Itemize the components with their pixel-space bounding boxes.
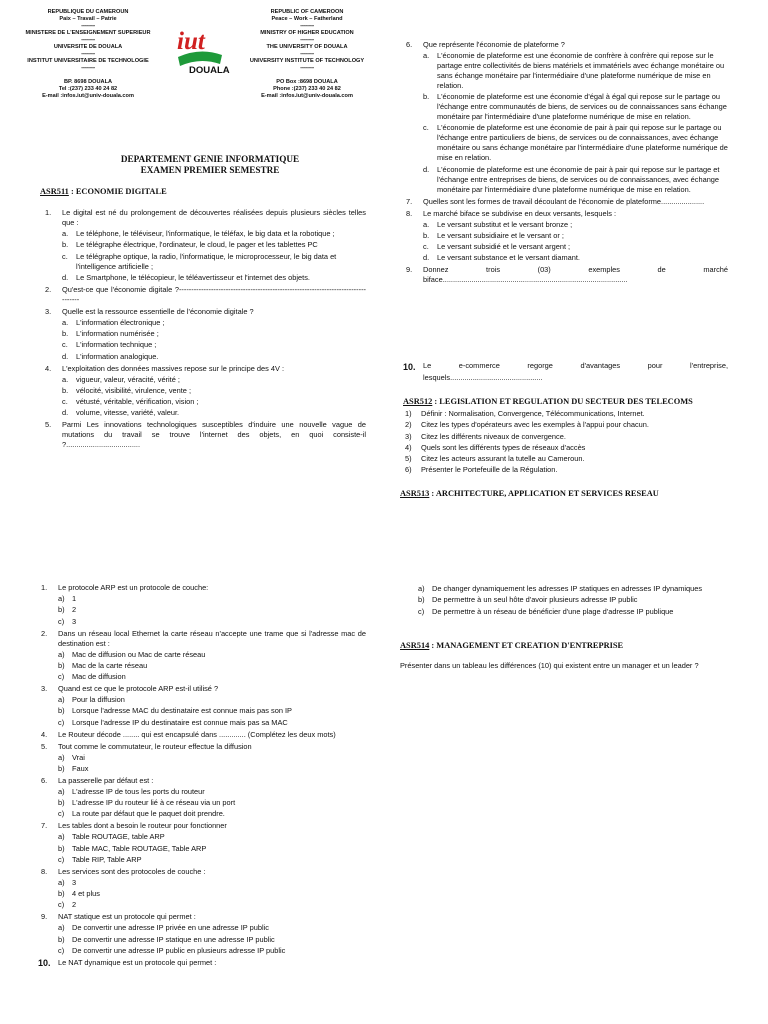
asr512-item (405, 409, 730, 419)
header-line: ---------- (81, 36, 95, 43)
option-item (58, 753, 366, 763)
option-text: Pour la diffusion (72, 695, 125, 705)
option-item (423, 242, 728, 252)
question-number: 4. (41, 729, 48, 739)
option-item (58, 889, 366, 899)
option-text: 3 (72, 877, 77, 887)
header-line: ---------- (300, 22, 314, 29)
question-item (38, 776, 366, 820)
option-letter: c. (62, 397, 68, 407)
question-text: Dans un réseau local Ethernet la carte réseau n'accepte une trame que si l'adresse mac de destination est : (58, 628, 366, 648)
section-code: ASR514 (400, 641, 430, 650)
header-line: ---------- (300, 64, 314, 71)
asr511-questions-continued (403, 40, 728, 287)
option-text: Le versant subsidié et le versant argent ; (437, 242, 571, 252)
option-item (58, 935, 366, 945)
question-item (38, 629, 366, 683)
option-text: 2 (72, 900, 77, 910)
option-text: De permettre à un seul hôte d'avoir plusieurs adresse IP public (432, 595, 638, 605)
item-text: Quels sont les différents types de réseaux d'accès (421, 442, 586, 452)
option-letter: d. (62, 351, 69, 361)
option-item (58, 718, 366, 728)
question-item (403, 40, 728, 195)
question-text: Le e-commerce regorge d'avantages pour l'entreprise, (423, 361, 728, 370)
option-item (423, 253, 728, 263)
question-item (38, 684, 366, 728)
option-text: volume, vitesse, variété, valeur. (76, 408, 180, 418)
department-name: DEPARTEMENT GENIE INFORMATIQUE (120, 154, 300, 164)
iut-douala-logo (170, 17, 230, 75)
header-line: Paix – Travail – Patrie (59, 15, 117, 22)
nat-dynamic-options (418, 584, 728, 618)
option-list (58, 787, 366, 820)
option-text: Le versant substance et le versant diamant. (437, 253, 580, 263)
header-line: ---------- (81, 64, 95, 71)
header-line: MINISTERE DE L'ENSEIGNEMENT SUPERIEUR (25, 29, 151, 36)
option-text: Lorsque l'adresse MAC du destinataire est connue mais pas son IP (72, 706, 292, 716)
option-letter: a. (62, 374, 69, 384)
item-number: 4) (405, 442, 412, 452)
item-number: 1) (405, 409, 412, 418)
item-text: Définir : Normalisation, Convergence, Télécommunications, Internet. (421, 409, 645, 418)
question-number: 1. (41, 583, 48, 592)
section-code: ASR512 (403, 397, 433, 406)
question-number: 5. (41, 741, 48, 751)
header-line: E-mail :infos.iut@univ-douala.com (42, 92, 134, 99)
question-10 (403, 361, 728, 383)
option-text: Le Smartphone, le télécopieur, le téléavertisseur et l'internet des objets. (76, 272, 310, 282)
section-title: : ECONOMIE DIGITALE (68, 187, 167, 196)
logo-douala-text: DOUALA (189, 65, 230, 75)
question-text: Donnez trois (03) exemples de marché biface.......................................................................................... (423, 265, 728, 285)
option-letter: a) (58, 649, 65, 659)
option-item (58, 650, 366, 660)
option-item (423, 231, 728, 241)
option-text: L'information électronique ; (76, 317, 165, 327)
header-line: REPUBLIC OF CAMEROON (270, 9, 344, 15)
option-letter: a. (423, 219, 430, 229)
question-number: 10. (403, 362, 416, 372)
question-item (38, 742, 366, 774)
header-line: E-mail :infos.iut@univ-douala.com (261, 92, 353, 99)
option-text: L'économie de plateforme est une économie de pair à pair qui repose sur le partage et l'échange entre entreprises de biens, de services ou de connaissances, avec échange monétaire par l'intermédiaire d'une plateforme numérique de mise en relation. (437, 164, 720, 194)
option-item (58, 764, 366, 774)
asr512-questions (405, 409, 730, 477)
option-item (423, 92, 728, 122)
option-list (58, 695, 366, 728)
asr512-item (405, 443, 730, 453)
option-item (58, 809, 366, 819)
section-asr512-heading (403, 396, 693, 407)
option-item (58, 695, 366, 705)
option-text: 4 et plus (72, 889, 100, 899)
question-item (42, 285, 366, 305)
option-text: vélocité, visibilité, virulence, vente ; (76, 385, 192, 395)
option-item (418, 584, 728, 594)
option-letter: b. (62, 240, 69, 250)
header-line: MINISTRY OF HIGHER EDUCATION (260, 29, 354, 36)
option-text: De permettre à un réseau de bénéficier d'une plage d'adresse IP publique (432, 606, 674, 616)
item-number: 3) (405, 431, 412, 441)
question-text: Tout comme le commutateur, le routeur effectue la diffusion (58, 741, 252, 751)
option-list (58, 832, 366, 865)
option-text: vigueur, valeur, véracité, vérité ; (76, 374, 180, 384)
option-text: Mac de diffusion ou Mac de carte réseau (72, 649, 206, 659)
option-text: Le téléphone, le téléviseur, l'informatique, le téléfax, le big data et la robotique ; (76, 228, 335, 238)
section-code: ASR511 (40, 187, 69, 196)
asr514-question: Présenter dans un tableau les différences (10) qui existent entre un manager et un leader ? (400, 661, 699, 670)
option-list (423, 51, 728, 195)
option-letter: b) (418, 595, 425, 605)
section-code: ASR513 (400, 489, 430, 498)
header-line (14, 72, 162, 79)
option-item (62, 240, 366, 250)
option-item (58, 923, 366, 933)
question-text: Les services sont des protocoles de couche : (58, 866, 206, 876)
option-letter: a. (62, 317, 69, 327)
header-left (14, 9, 162, 100)
exam-title: EXAMEN PREMIER SEMESTRE (140, 165, 280, 176)
option-text: L'adresse IP du routeur lié à ce réseau via un port (72, 798, 236, 808)
asr511-questions (42, 208, 366, 452)
option-text: L'adresse IP de tous les ports du routeur (72, 786, 205, 796)
option-letter: a. (423, 50, 430, 60)
header-right (231, 9, 383, 100)
header-line: Peace – Work – Fatherland (271, 15, 343, 22)
option-text: De convertir une adresse IP statique en une adresse IP public (72, 934, 275, 944)
item-text: Citez les acteurs assurant la tutelle au Cameroun. (421, 454, 585, 464)
option-item (62, 252, 366, 272)
question-item (42, 364, 366, 419)
section-asr513-heading (400, 488, 659, 499)
item-number: 6) (405, 465, 412, 475)
option-letter: b) (58, 660, 65, 670)
option-item (62, 318, 366, 328)
section-title: : MANAGEMENT ET CREATION D'ENTREPRISE (429, 641, 624, 650)
option-letter: c. (62, 340, 68, 350)
question-item (38, 821, 366, 865)
question-text: Le Routeur décode ........ qui est encapsulé dans ............. (Complétez les deux mots) (58, 729, 336, 739)
question-number: 5. (45, 420, 52, 430)
option-text: Le versant subsidiaire et le versant or ; (437, 230, 564, 240)
question-number: 10. (38, 957, 51, 968)
header-line (231, 72, 383, 79)
option-item (58, 672, 366, 682)
question-item (42, 420, 366, 450)
asr512-item (405, 465, 730, 475)
option-letter: b) (58, 706, 65, 716)
option-text: De convertir une adresse IP privée en une adresse IP public (72, 923, 269, 933)
option-letter: d. (62, 272, 69, 282)
option-letter: a) (58, 923, 65, 933)
option-text: L'information analogique. (76, 351, 159, 361)
option-text: 2 (72, 605, 77, 615)
option-letter: b. (62, 385, 69, 395)
header-line: ---------- (300, 36, 314, 43)
option-letter: a) (58, 752, 65, 762)
question-number: 1. (45, 208, 52, 217)
header-line: INSTITUT UNIVERSITAIRE DE TECHNOLOGIE (27, 57, 149, 64)
option-item (58, 832, 366, 842)
question-text: La passerelle par défaut est : (58, 775, 154, 785)
option-letter: b. (423, 92, 430, 102)
option-letter: c. (423, 242, 429, 252)
option-item (58, 798, 366, 808)
option-list (58, 753, 366, 774)
option-list (423, 220, 728, 264)
option-list (62, 318, 366, 362)
option-item (423, 220, 728, 230)
header-line: ---------- (81, 50, 95, 57)
option-list (62, 375, 366, 419)
option-letter: c) (418, 606, 425, 616)
question-number: 7. (41, 821, 48, 831)
option-text: La route par défaut que le paquet doit prendre. (72, 809, 225, 819)
option-text: Mac de diffusion (72, 672, 126, 682)
option-letter: a) (58, 786, 65, 796)
question-text: Le marché biface se subdivise en deux versants, lesquels : (423, 208, 617, 218)
question-item (38, 583, 366, 627)
option-letter: d. (423, 253, 430, 263)
question-number: 8. (406, 208, 413, 218)
option-item (58, 661, 366, 671)
question-number: 3. (45, 306, 52, 316)
question-number: 6. (406, 40, 413, 49)
question-number: 2. (45, 284, 52, 294)
option-list (58, 650, 366, 683)
option-item (418, 595, 728, 605)
option-letter: c) (58, 616, 65, 626)
question-text: NAT statique est un protocole qui permet : (58, 912, 196, 922)
asr513-questions (38, 583, 366, 970)
question-item (42, 208, 366, 283)
option-text: Le versant substitut et le versant bronze ; (437, 219, 573, 229)
asr512-item (405, 420, 730, 430)
option-item (58, 617, 366, 627)
question-text: Les tables dont a besoin le routeur pour fonctionner (58, 821, 227, 831)
option-text: Vrai (72, 752, 85, 762)
item-number: 2) (405, 420, 412, 430)
option-letter: d. (423, 164, 430, 174)
asr512-item (405, 432, 730, 442)
department-title (100, 154, 320, 176)
question-text: Quand est ce que le protocole ARP est-il utilisé ? (58, 684, 219, 694)
option-letter: b) (58, 605, 65, 615)
question-item (38, 730, 366, 740)
question-item (42, 307, 366, 362)
question-item (38, 958, 366, 968)
option-item (58, 900, 366, 910)
option-text: vétusté, véritable, vérification, vision ; (76, 397, 199, 407)
header-line: THE UNIVERSITY OF DOUALA (266, 43, 348, 50)
question-text: Quelle est la ressource essentielle de l'économie digitale ? (62, 306, 254, 316)
option-letter: c) (58, 900, 65, 910)
header-line: REPUBLIQUE DU CAMEROUN (47, 9, 129, 15)
question-number: 3. (41, 684, 48, 694)
option-text: Le télégraphe électrique, l'ordinateur, le cloud, le pager et les tablettes PC (76, 240, 318, 250)
question-item (403, 265, 728, 285)
option-item (58, 605, 366, 615)
option-list (58, 923, 366, 956)
option-text: De convertir une adresse IP public en plusieurs adresse IP public (72, 945, 286, 955)
option-letter: c. (423, 123, 429, 133)
question-text: Que représente l'économie de plateforme ? (423, 40, 565, 49)
option-text: Table MAC, Table ROUTAGE, Table ARP (72, 843, 207, 853)
option-text: 1 (72, 593, 77, 603)
option-text: Lorsque l'adresse IP du destinataire est connue mais pas sa MAC (72, 717, 288, 727)
option-item (58, 844, 366, 854)
option-letter: b) (58, 934, 65, 944)
section-asr511-heading (40, 186, 167, 197)
option-letter: c) (58, 945, 65, 955)
question-item (403, 197, 728, 207)
header-line: Phone :(237) 233 40 24 82 (273, 85, 341, 92)
option-letter: c) (58, 809, 65, 819)
option-item (62, 229, 366, 239)
question-item (403, 209, 728, 264)
option-item (62, 397, 366, 407)
question-item (38, 912, 366, 956)
question-number: 8. (41, 866, 48, 876)
question-text: Le NAT dynamique est un protocole qui permet : (58, 957, 217, 967)
option-letter: d. (62, 408, 69, 418)
option-list (62, 229, 366, 283)
option-text: De changer dynamiquement les adresses IP statiques en adresses IP dynamiques (432, 584, 703, 593)
asr512-item (405, 454, 730, 464)
option-letter: b) (58, 798, 65, 808)
option-text: Le télégraphe optique, la radio, l'informatique, le microprocesseur, le big data et l'intelligence artificielle ; (76, 251, 337, 271)
question-number: 6. (41, 775, 48, 785)
option-letter: a. (62, 228, 69, 238)
item-number: 5) (405, 454, 412, 464)
option-item (62, 273, 366, 283)
option-letter: b) (58, 843, 65, 853)
option-item (58, 787, 366, 797)
header-line: UNIVERSITY INSTITUTE OF TECHNOLOGY (249, 57, 365, 64)
question-text: Qu'est-ce que l'économie digitale ?----------------------------------------------------------------------------------- (62, 284, 366, 304)
section-title: : ARCHITECTURE, APPLICATION ET SERVICES RESEAU (429, 489, 659, 498)
option-text: Faux (72, 763, 89, 773)
option-item (62, 408, 366, 418)
header-line: ---------- (81, 22, 95, 29)
option-letter: c) (58, 717, 65, 727)
option-item (58, 878, 366, 888)
option-letter: b) (58, 763, 65, 773)
option-text: L'économie de plateforme est une économie de confrère à confrère qui repose sur le partage entre collectivités de biens matériels et immatériels avec échange monétaire ou sans échange monétaire par l'intermédiaire d'une plateforme numérique de mise en relation. (437, 50, 725, 90)
question-text: Le digital est né du prolongement de découvertes réalisées depuis plusieurs siècles telles que : (62, 208, 366, 227)
header-line: ---------- (300, 50, 314, 57)
item-text: Présenter le Portefeuille de la Régulation. (421, 465, 558, 475)
option-item (423, 51, 728, 91)
option-item (62, 340, 366, 350)
option-letter: a) (58, 593, 65, 603)
question-text: Quelles sont les formes de travail découlant de l'économie de plateforme..................... (423, 196, 705, 206)
item-text: Citez les différents niveaux de convergence. (421, 431, 566, 441)
option-letter: b) (58, 889, 65, 899)
option-text: L'information numérisée ; (76, 329, 159, 339)
option-item (58, 946, 366, 956)
option-text: L'économie de plateforme est une économie d'égal à égal qui repose sur le partage ou l'échange entre communautés de biens, de services ou de connaissances sans échange monétaire par l'intermédiaire d'une plateforme numérique de mise en relation. (437, 92, 727, 122)
question-item (38, 867, 366, 911)
option-letter: c. (62, 251, 68, 261)
option-letter: a) (418, 584, 425, 593)
option-letter: b. (62, 329, 69, 339)
header-line: BP. 8698 DOUALA (63, 78, 113, 85)
option-item (423, 123, 728, 163)
logo-iut-text: iut (177, 28, 205, 55)
question-number: 7. (406, 196, 413, 206)
question-number: 9. (41, 912, 48, 922)
item-text: Citez les types d'opérateurs avec les exemples à l'appui pour chacun. (421, 420, 649, 430)
section-asr514-heading (400, 640, 623, 651)
option-letter: a) (58, 877, 65, 887)
option-text: Mac de la carte réseau (72, 660, 148, 670)
option-letter: c) (58, 854, 65, 864)
option-item (418, 607, 728, 617)
option-item (423, 165, 728, 195)
question-text: Le protocole ARP est un protocole de couche: (58, 583, 209, 592)
option-letter: c) (58, 672, 65, 682)
option-letter: a) (58, 695, 65, 705)
option-item (62, 352, 366, 362)
option-text: Table RIP, Table ARP (72, 854, 142, 864)
option-item (58, 594, 366, 604)
option-text: L'information technique ; (76, 340, 157, 350)
question-text: L'exploitation des données massives repose sur le principe des 4V : (62, 363, 285, 373)
section-title: : LEGISLATION ET REGULATION DU SECTEUR DES TELECOMS (432, 397, 693, 406)
option-item (58, 855, 366, 865)
option-item (62, 386, 366, 396)
option-text: L'économie de plateforme est une économie de pair à pair qui repose sur le partage ou l'échange entre particuliers de biens, de services ou de connaissances, avec échange monétaire ou sans échange monétaire par l'intermédiaire d'une plateforme numérique de mise en relation. (437, 123, 728, 163)
option-item (62, 329, 366, 339)
option-letter: a) (58, 832, 65, 842)
option-item (58, 706, 366, 716)
header-line: PO Box :8698 DOUALA (276, 78, 338, 85)
question-number: 9. (406, 265, 413, 275)
option-item (62, 375, 366, 385)
option-list (58, 594, 366, 627)
option-list (58, 878, 366, 911)
question-text-line2: lesquels............................................. (423, 373, 543, 383)
option-letter: b. (423, 230, 430, 240)
header-line: UNIVERSITE DE DOUALA (53, 43, 123, 50)
header-line: Tel :(237) 233 40 24 82 (58, 85, 118, 92)
question-number: 2. (41, 628, 48, 638)
option-text: Table ROUTAGE, table ARP (72, 832, 165, 842)
option-text: 3 (72, 616, 77, 626)
question-text: Parmi Les innovations technologiques susceptibles d'induire une nouvelle vague de mutations du travail se trouve l'internet des objets, en quoi consiste-il ?.................................... (62, 420, 366, 450)
question-number: 4. (45, 363, 52, 373)
